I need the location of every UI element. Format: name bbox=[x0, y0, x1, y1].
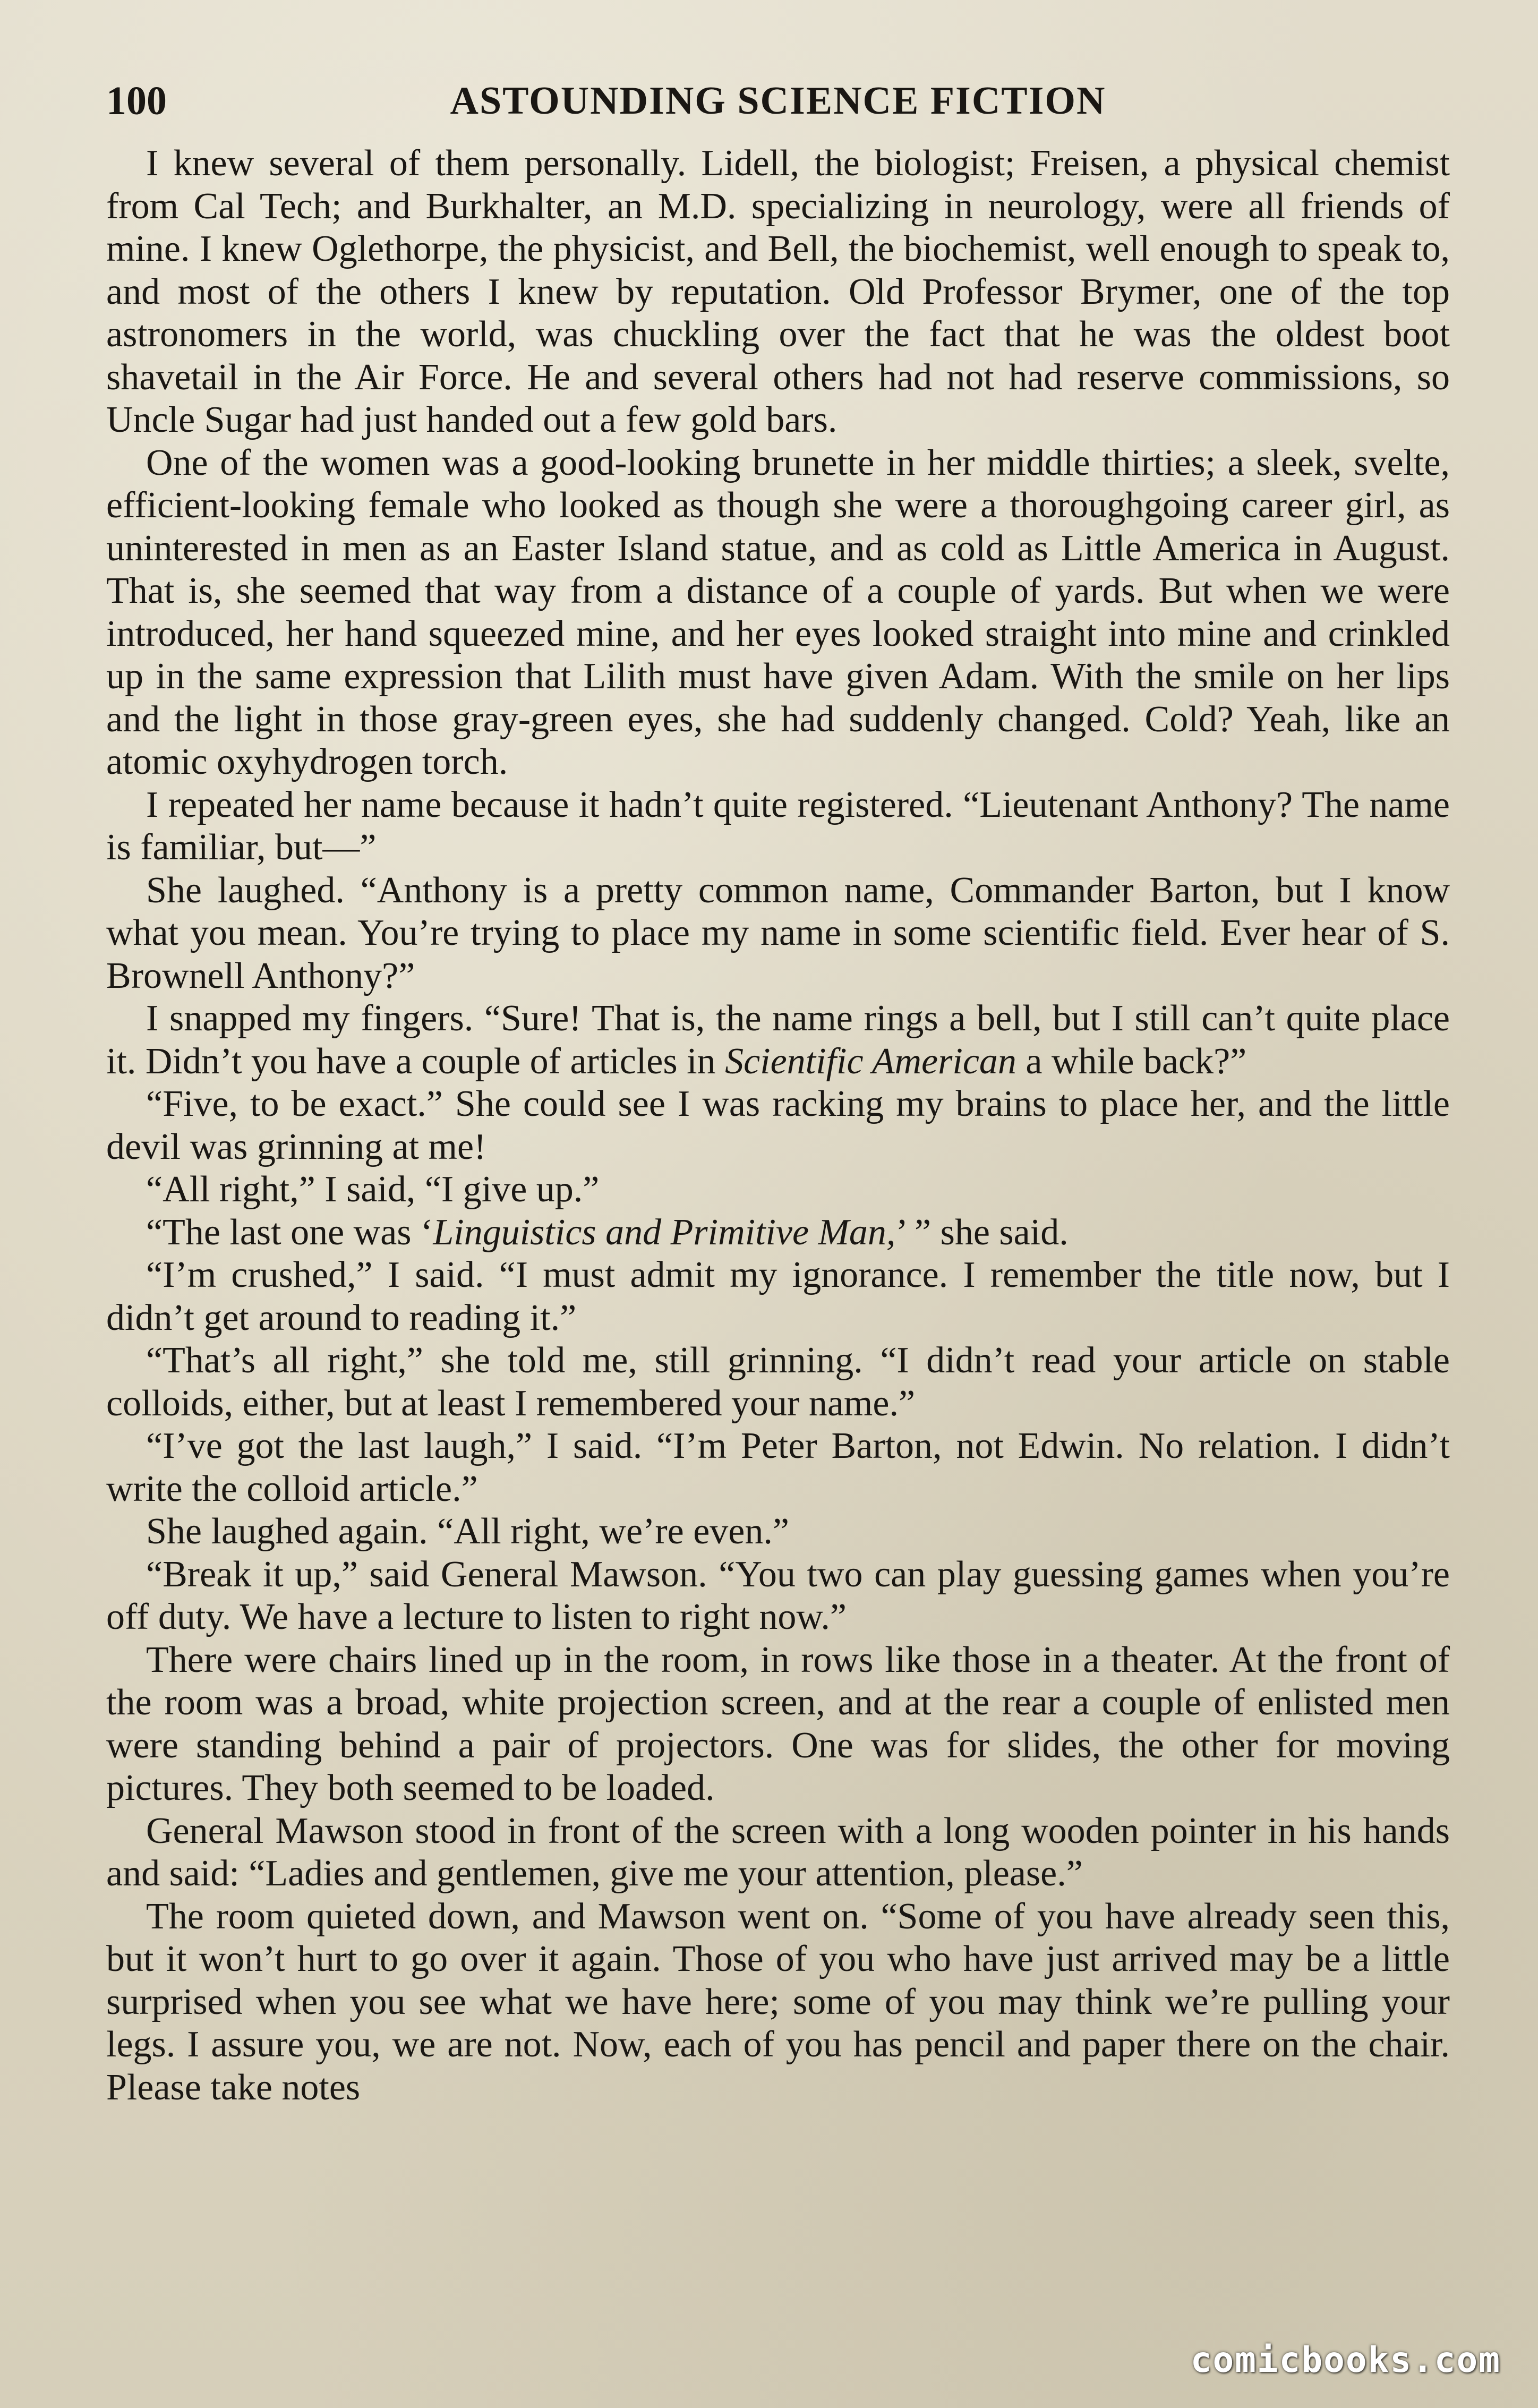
paragraph-text: I knew several of them personally. Lidell, the biologist; Freisen, a physical chemist from Cal Tech; and Burkhalter, an M.D. specializing in neurology, were all friends of mine. I knew Oglethorpe, the physicist, and Bell, the biochemist, well enough to speak to, and most of the others I knew by reputation. Old Professor Brymer, one of the top astronomers in the world, was chuckling over the fact that he was the oldest boot shavetail in the Air Force. He and several others had not had reserve commissions, so Uncle Sugar had just handed out a few gold bars. bbox=[106, 143, 1450, 440]
paragraph bbox=[106, 442, 1450, 784]
paragraph bbox=[106, 1510, 1450, 1553]
paragraph bbox=[106, 869, 1450, 998]
page-header bbox=[106, 74, 1450, 127]
paragraph-text: The room quieted down, and Mawson went on. “Some of you have already seen this, but it won’t hurt to go over it again. Those of you who have just arrived may be a little surprised when you see what we have here; some of you may think we’re pulling your legs. I assure you, we are not. Now, each of you has pencil and paper there on the chair. Please take notes bbox=[106, 1895, 1450, 2108]
paragraph-text: ’ ” she said. bbox=[895, 1211, 1069, 1253]
paragraph-text: General Mawson stood in front of the screen with a long wooden pointer in his hands and said: “Ladies and gentlemen, give me your attention, please.” bbox=[106, 1810, 1450, 1894]
paragraph bbox=[106, 142, 1450, 442]
paragraph-text: She laughed. “Anthony is a pretty common name, Commander Barton, but I know what you mean. You’re trying to place my name in some scientific field. Ever hear of S. Brownell Anthony?” bbox=[106, 869, 1450, 996]
paragraph bbox=[106, 1639, 1450, 1810]
body-text bbox=[106, 142, 1450, 2109]
paragraph-text: “Break it up,” said General Mawson. “You two can play guessing games when you’re off duty. We have a lecture to listen to right now.” bbox=[106, 1553, 1450, 1637]
paragraph bbox=[106, 1211, 1450, 1254]
paragraph bbox=[106, 784, 1450, 869]
paragraph-text: “Five, to be exact.” She could see I was racking my brains to place her, and the little devil was grinning at me! bbox=[106, 1083, 1450, 1167]
paragraph bbox=[106, 1810, 1450, 1895]
paragraph bbox=[106, 1553, 1450, 1639]
italic-title: Linguistics and Primitive Man, bbox=[433, 1211, 896, 1253]
paragraph-text: There were chairs lined up in the room, in rows like those in a theater. At the front of the room was a broad, white projection screen, and at the rear a couple of enlisted men were standing behind a pair of projectors. One was for slides, the other for moving pictures. They both seemed to be loaded. bbox=[106, 1639, 1450, 1808]
paragraph-text: One of the women was a good-looking brunette in her middle thirties; a sleek, svelte, efficient-looking female who looked as though she were a thoroughgoing career girl, as uninterested in men as an Easter Island statue, and as cold as Little America in August. That is, she seemed that way from a distance of a couple of yards. But when we were introduced, her hand squeezed mine, and her eyes looked straight into mine and crinkled up in the same expression that Lilith must have given Adam. With the smile on her lips and the light in those gray-green eyes, she had suddenly changed. Cold? Yeah, like an atomic oxyhydrogen torch. bbox=[106, 442, 1450, 782]
paragraph-text: a while back?” bbox=[1016, 1040, 1247, 1082]
watermark: comicbooks.com bbox=[1190, 2339, 1501, 2380]
paragraph bbox=[106, 997, 1450, 1083]
running-title: ASTOUNDING SCIENCE FICTION bbox=[450, 79, 1106, 123]
paragraph bbox=[106, 1895, 1450, 2110]
paragraph bbox=[106, 1425, 1450, 1510]
paragraph bbox=[106, 1339, 1450, 1425]
paragraph-text: “The last one was ‘ bbox=[146, 1211, 433, 1253]
paragraph-text: “I’ve got the last laugh,” I said. “I’m Peter Barton, not Edwin. No relation. I didn’t write the colloid article.” bbox=[106, 1425, 1450, 1509]
paragraph bbox=[106, 1083, 1450, 1168]
paragraph-text: I repeated her name because it hadn’t quite registered. “Lieutenant Anthony? The name is familiar, but—” bbox=[106, 784, 1450, 868]
paragraph-text: “I’m crushed,” I said. “I must admit my ignorance. I remember the title now, but I didn’t get around to reading it.” bbox=[106, 1254, 1450, 1338]
italic-title: Scientific American bbox=[725, 1040, 1016, 1082]
paragraph-text: “That’s all right,” she told me, still grinning. “I didn’t read your article on stable colloids, either, but at least I remembered your name.” bbox=[106, 1340, 1450, 1424]
paragraph bbox=[106, 1254, 1450, 1339]
paragraph-text: I snapped my fingers. “Sure! That is, the name rings a bell, but I still can’t quite place it. Didn’t you have a couple of articles in bbox=[106, 998, 1450, 1082]
paragraph-text: “All right,” I said, “I give up.” bbox=[146, 1169, 600, 1210]
paragraph-text: She laughed again. “All right, we’re even.” bbox=[146, 1511, 789, 1552]
paragraph bbox=[106, 1168, 1450, 1211]
page-number: 100 bbox=[106, 79, 167, 123]
